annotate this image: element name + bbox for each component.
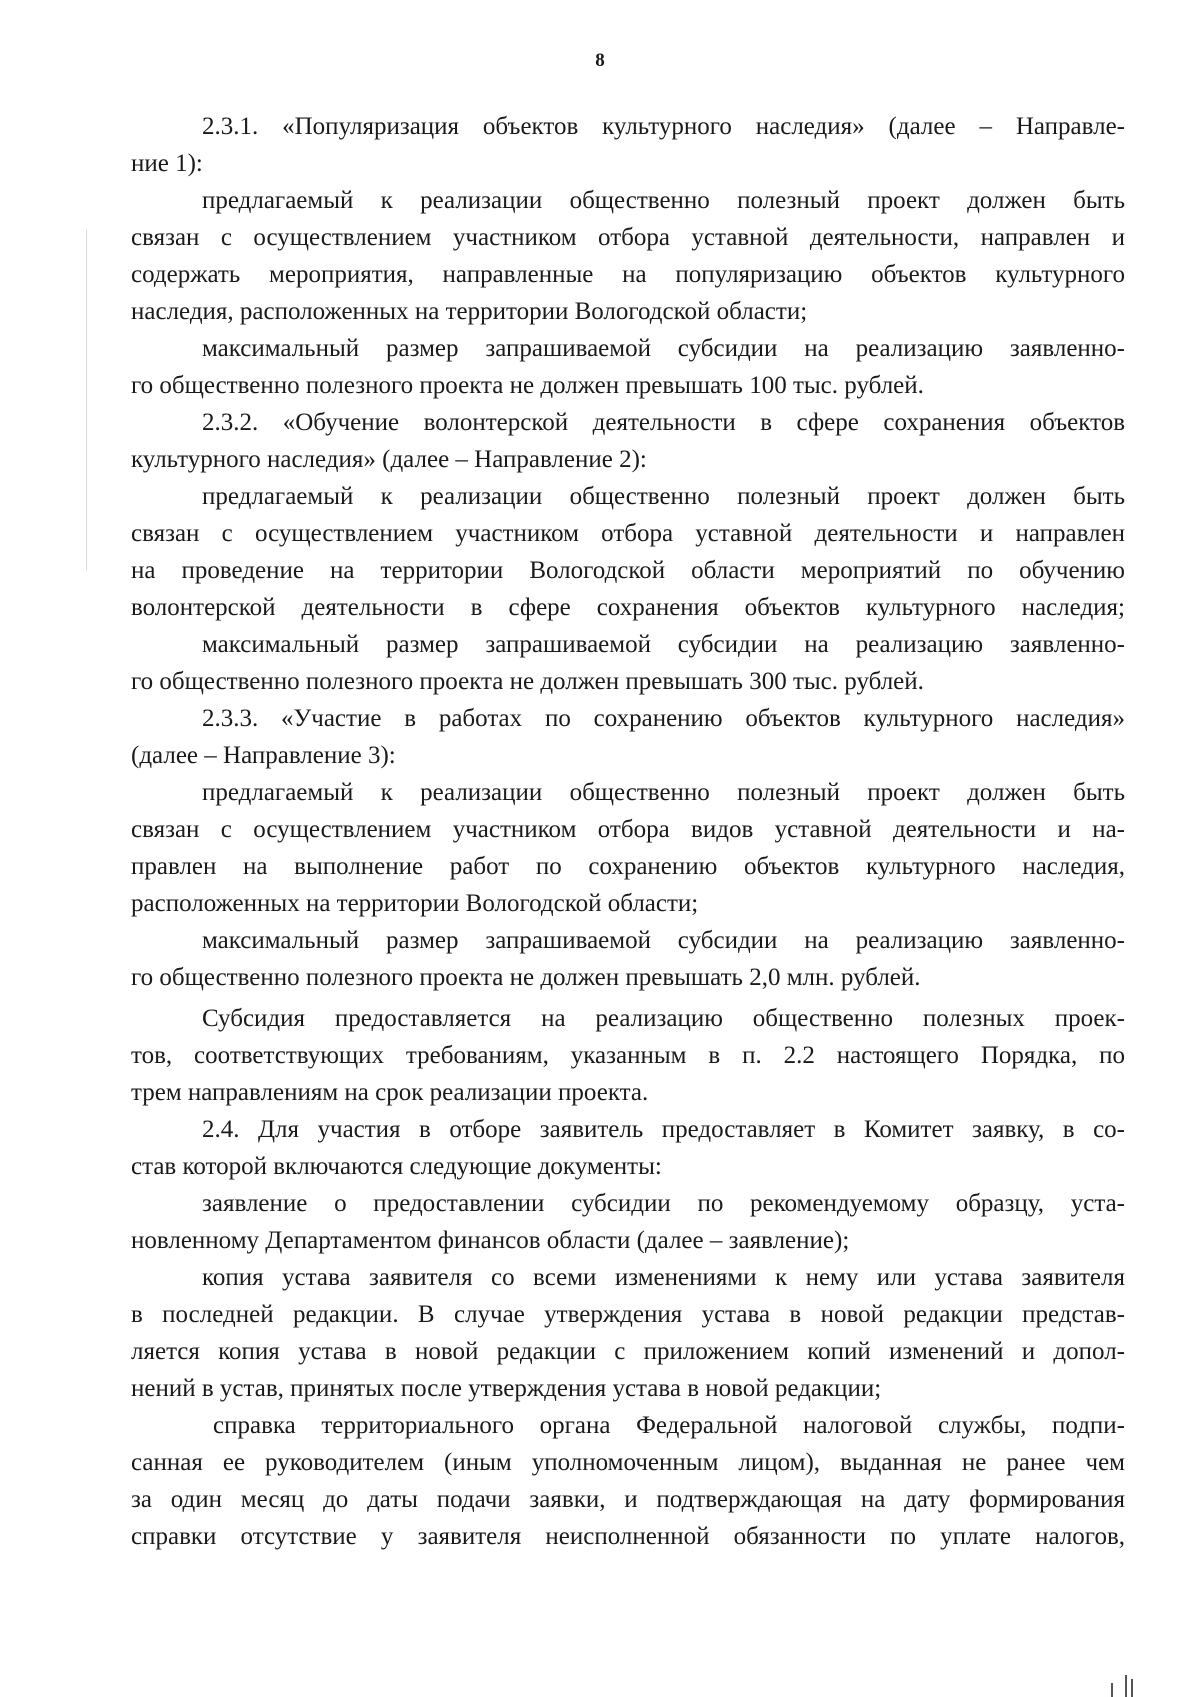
text-line: копия устава заявителя со всеми изменениями к нему или устава заявителя [202, 1264, 1125, 1291]
text-line: тов, соответствующих требованиям, указанным в п. 2.2 настоящего Порядка, по [131, 1042, 1125, 1069]
text-line: 2.3.3. «Участие в работах по сохранению объектов культурного наследия» [202, 705, 1125, 732]
text-line: справка территориального органа Федеральной налоговой службы, подпи- [213, 1412, 1125, 1439]
text-line: новленному Департаментом финансов области (далее – заявление); [131, 1227, 850, 1254]
page-number: 8 [595, 50, 605, 71]
text-line: максимальный размер запрашиваемой субсидии на реализацию заявленно- [202, 631, 1125, 658]
text-line: ляется копия устава в новой редакции с приложением копий изменений и допол- [131, 1338, 1125, 1365]
scan-margin-line [86, 230, 87, 570]
document-body [131, 108, 1125, 1555]
text-line: санная ее руководителем (иным уполномоченным лицом), выданная не ранее чем [131, 1449, 1125, 1476]
text-line: став которой включаются следующие документы: [131, 1153, 662, 1180]
text-line: го общественно полезного проекта не должен превышать 100 тыс. рублей. [131, 372, 924, 399]
text-line: 2.3.2. «Обучение волонтерской деятельности в сфере сохранения объектов [202, 409, 1125, 436]
text-line: 2.4. Для участия в отборе заявитель предоставляет в Комитет заявку, в со- [202, 1116, 1125, 1143]
text-line: го общественно полезного проекта не должен превышать 2,0 млн. рублей. [131, 964, 921, 991]
text-line: культурного наследия» (далее – Направление 2): [131, 446, 647, 473]
text-line: нений в устав, принятых после утверждения устава в новой редакции; [131, 1375, 882, 1402]
text-line: связан с осуществлением участником отбора уставной деятельности и направлен [131, 520, 1125, 547]
text-line: связан с осуществлением участником отбора видов уставной деятельности и на- [131, 816, 1125, 843]
text-line: правлен на выполнение работ по сохранению объектов культурного наследия, [131, 853, 1125, 880]
text-line: волонтерской деятельности в сфере сохранения объектов культурного наследия; [131, 594, 1125, 621]
text-line: в последней редакции. В случае утверждения устава в новой редакции представ- [131, 1301, 1125, 1328]
text-line: предлагаемый к реализации общественно полезный проект должен быть [202, 483, 1125, 510]
text-line: наследия, расположенных на территории Вологодской области; [131, 298, 808, 325]
text-line: трем направлениям на срок реализации проекта. [131, 1079, 649, 1106]
text-line: предлагаемый к реализации общественно полезный проект должен быть [202, 779, 1125, 806]
text-line: справки отсутствие у заявителя неисполненной обязанности по уплате налогов, [131, 1523, 1125, 1550]
text-line: 2.3.1. «Популяризация объектов культурного наследия» (далее – Направле- [202, 113, 1125, 140]
text-line: на проведение на территории Вологодской области мероприятий по обучению [131, 557, 1125, 584]
text-line: (далее – Направление 3): [131, 742, 396, 769]
text-line: заявление о предоставлении субсидии по рекомендуемому образцу, уста- [202, 1190, 1125, 1217]
text-line: Субсидия предоставляется на реализацию общественно полезных проек- [202, 1005, 1125, 1032]
text-line: максимальный размер запрашиваемой субсидии на реализацию заявленно- [202, 927, 1125, 954]
text-line: связан с осуществлением участником отбора уставной деятельности, направлен и [131, 224, 1125, 251]
text-line: ние 1): [131, 150, 203, 177]
text-line: содержать мероприятия, направленные на популяризацию объектов культурного [131, 261, 1125, 288]
text-line: максимальный размер запрашиваемой субсидии на реализацию заявленно- [202, 335, 1125, 362]
text-line: предлагаемый к реализации общественно полезный проект должен быть [202, 187, 1125, 214]
text-line: расположенных на территории Вологодской области; [131, 890, 699, 917]
text-line: го общественно полезного проекта не должен превышать 300 тыс. рублей. [131, 668, 924, 695]
text-line: за один месяц до даты подачи заявки, и подтверждающая на дату формирования [131, 1486, 1125, 1513]
scan-corner-marks [1105, 1669, 1145, 1697]
